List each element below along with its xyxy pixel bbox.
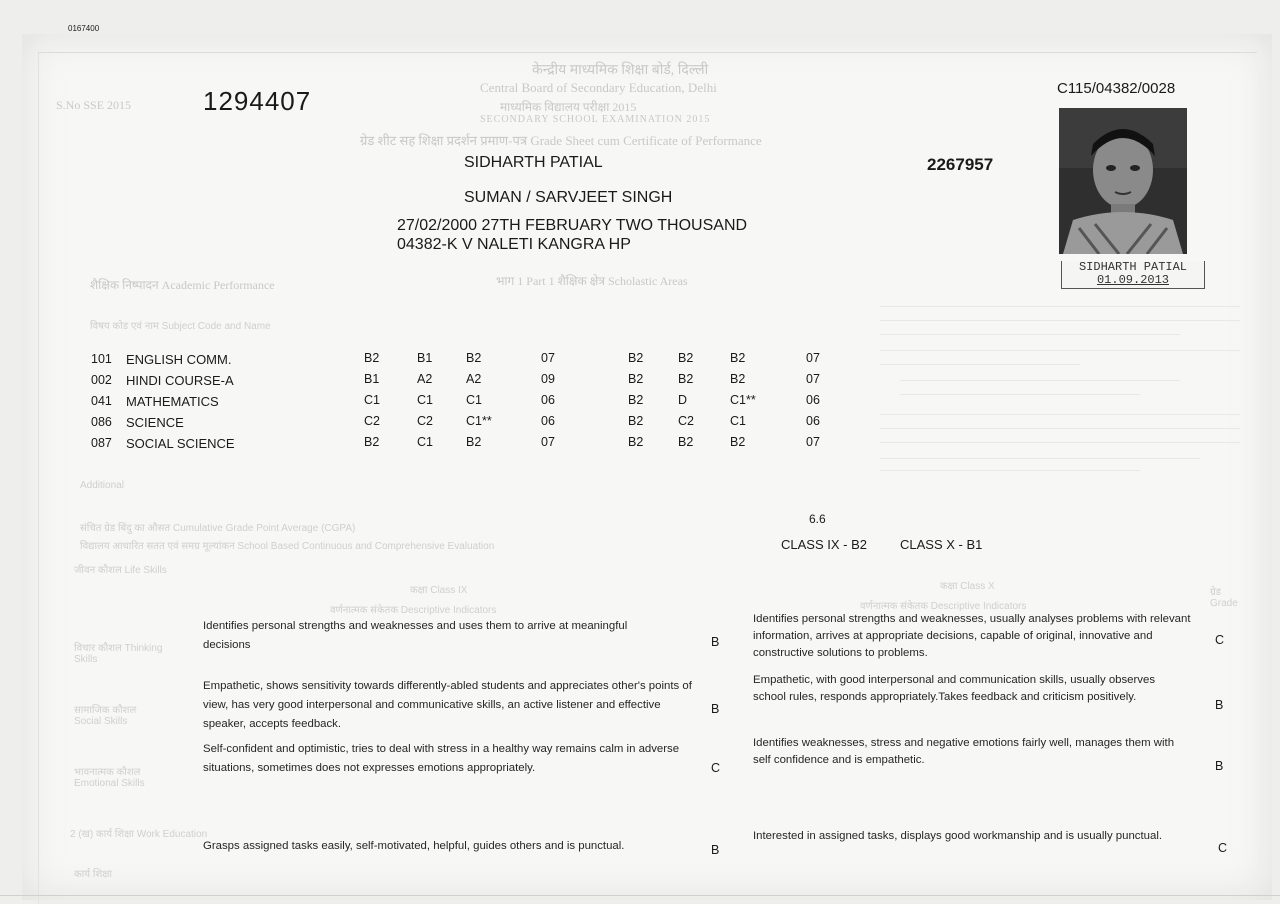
subject-grade-cell: A2 <box>466 372 482 386</box>
social-skills-ix: Empathetic, shows sensitivity towards differently-abled students and appreciates other's points of view, has very good interpersonal and communicative skills, an active listener and effective speaker, accepts feedback. <box>203 680 692 730</box>
cgpa-label: संचित ग्रेड बिंदु का औसत Cumulative Grade Point Average (CGPA) <box>80 523 356 534</box>
subject-grade-cell: 06 <box>541 414 555 428</box>
student-name: SIDHARTH PATIAL <box>464 154 603 171</box>
school-name: 04382-K V NALETI KANGRA HP <box>397 236 631 253</box>
roll-number: 2267957 <box>927 155 994 174</box>
subject-grade-cell: B2 <box>628 414 644 428</box>
subject-grade-cell: B2 <box>628 435 644 449</box>
descriptive-indicators-ix-label: वर्णनात्मक संकेतक Descriptive Indicators <box>330 605 497 616</box>
subject-grade-cell: B2 <box>678 351 694 365</box>
grade-column-label: ग्रेड Grade <box>1210 587 1238 609</box>
subject-grade-cell: B1 <box>417 351 433 365</box>
thinking-skills-label: विचार कौशल Thinking Skills <box>74 643 163 665</box>
emotional-skills-x: Identifies weaknesses, stress and negative emotions fairly well, manages them with self confidence and is empathetic. <box>753 737 1175 766</box>
header-exam-english: SECONDARY SCHOOL EXAMINATION 2015 <box>480 114 711 125</box>
subject-grade-cell: C1 <box>730 414 746 428</box>
serial-prefix: S.No SSE 2015 <box>56 98 132 112</box>
subject-grade-cell: C2 <box>364 414 380 428</box>
subject-grade-cell: B2 <box>364 435 380 449</box>
subject-grade-cell: A2 <box>417 372 433 386</box>
subject-grade-cell: B2 <box>364 351 380 365</box>
serial-number: 1294407 <box>203 86 312 116</box>
subject-name: HINDI COURSE-A <box>126 373 234 388</box>
subject-grade-cell: C1 <box>417 435 433 449</box>
social-skills-x-grade: B <box>1215 698 1224 712</box>
emotional-skills-ix: Self-confident and optimistic, tries to deal with stress in a healthy way remains calm in adverse situations, sometimes does not expresses emotions appropriately. <box>203 743 680 774</box>
cgpa-value: 6.6 <box>809 512 826 526</box>
subject-name: SOCIAL SCIENCE <box>126 436 235 451</box>
class-x-label: कक्षा Class X <box>940 581 995 592</box>
additional-label: Additional <box>80 480 124 491</box>
subject-name: MATHEMATICS <box>126 394 219 409</box>
work-education-x-grade: C <box>1218 841 1228 855</box>
subject-code: 087 <box>91 436 112 450</box>
subject-grade-cell: B2 <box>466 351 482 365</box>
subject-grade-cell: B2 <box>730 351 746 365</box>
subject-code: 002 <box>91 373 112 387</box>
subject-grade-cell: 06 <box>806 393 820 407</box>
academic-performance-label: शैक्षिक निष्पादन Academic Performance <box>90 278 275 292</box>
subject-grade-cell: B2 <box>628 372 644 386</box>
subject-grade-cell: B2 <box>730 372 746 386</box>
date-of-birth: 27/02/2000 27TH FEBRUARY TWO THOUSAND <box>397 217 748 234</box>
descriptive-indicators-x-label: वर्णनात्मक संकेतक Descriptive Indicators <box>860 601 1027 612</box>
student-photo <box>1059 108 1187 254</box>
class-ix-label: कक्षा Class IX <box>410 585 468 596</box>
subject-grade-cell: B2 <box>628 351 644 365</box>
photo-caption: SIDHARTH PATIAL <box>1078 260 1188 274</box>
emotional-skills-label: भावनात्मक कौशल Emotional Skills <box>74 767 145 789</box>
thinking-skills-ix-grade: B <box>711 635 720 649</box>
work-education-ix-grade: B <box>711 843 720 857</box>
board-name-english: Central Board of Secondary Education, Delhi <box>480 80 717 95</box>
emotional-skills-x-grade: B <box>1215 759 1224 773</box>
parents-name: SUMAN / SARVJEET SINGH <box>464 189 673 206</box>
portrait-image <box>1059 108 1187 254</box>
social-skills-label: सामाजिक कौशल Social Skills <box>74 705 137 727</box>
photo-date: 01.09.2013 <box>1096 273 1169 287</box>
subject-grade-cell: 07 <box>541 351 555 365</box>
subject-grade-cell: B1 <box>364 372 380 386</box>
subject-grade-cell: B2 <box>628 393 644 407</box>
subject-grade-cell: C1 <box>466 393 482 407</box>
work-education-x: Interested in assigned tasks, displays good workmanship and is usually punctual. <box>753 830 1163 842</box>
subject-grade-cell: 07 <box>806 435 820 449</box>
emotional-skills-ix-grade: C <box>711 761 721 775</box>
certificate-code: C115/04382/0028 <box>1057 80 1176 97</box>
subject-grade-cell: C1** <box>466 414 492 428</box>
cce-label: विद्यालय आधारित सतत एवं समग्र मूल्यांकन School Based Continuous and Comprehensive Evaluation <box>80 541 495 552</box>
subject-grade-cell: 07 <box>541 435 555 449</box>
part1-label: भाग 1 Part 1 शैक्षिक क्षेत्र Scholastic Areas <box>496 274 688 288</box>
subject-code: 101 <box>91 352 112 366</box>
subject-grade-cell: 07 <box>806 372 820 386</box>
work-education-ix: Grasps assigned tasks easily, self-motivated, helpful, guides others and is punctual. <box>203 840 625 852</box>
subject-grade-cell: B2 <box>678 372 694 386</box>
thinking-skills-x: Identifies personal strengths and weaknesses, usually analyses problems with relevant information, arrives at appropriate decisions, capable of original, innovative and constructive solutions to problems. <box>753 613 1191 659</box>
subject-code-label: विषय कोड एवं नाम Subject Code and Name <box>90 321 271 332</box>
board-name-hindi: केन्द्रीय माध्यमिक शिक्षा बोर्ड, दिल्ली <box>532 63 709 78</box>
subject-grade-cell: 09 <box>541 372 555 386</box>
subject-grade-cell: C1 <box>364 393 380 407</box>
subject-code: 086 <box>91 415 112 429</box>
social-skills-ix-grade: B <box>711 702 720 716</box>
subject-grade-cell: B2 <box>678 435 694 449</box>
subject-grade-cell: C1 <box>417 393 433 407</box>
thinking-skills-ix: Identifies personal strengths and weaknesses and uses them to arrive at meaningful decisions <box>203 620 628 651</box>
work-education-label: 2 (ख) कार्य शिक्षा Work Education <box>70 829 208 840</box>
work-label: कार्य शिक्षा <box>74 869 112 880</box>
social-skills-x: Empathetic, with good interpersonal and communication skills, usually observes school rules, responds appropriately.Takes feedback and criticism positively. <box>753 674 1156 703</box>
class-ix-overall-grade: CLASS IX - B2 <box>781 537 867 552</box>
top-code: 0167400 <box>68 24 100 33</box>
subject-grade-cell: B2 <box>730 435 746 449</box>
subject-grade-cell: 06 <box>806 414 820 428</box>
subject-grade-cell: C2 <box>678 414 694 428</box>
subject-grade-cell: C1** <box>730 393 756 407</box>
subject-code: 041 <box>91 394 112 408</box>
life-skills-label: जीवन कौशल Life Skills <box>74 565 167 576</box>
class-x-overall-grade: CLASS X - B1 <box>900 537 983 552</box>
subject-grade-cell: B2 <box>466 435 482 449</box>
subject-grade-cell: 06 <box>541 393 555 407</box>
subject-grade-cell: 07 <box>806 351 820 365</box>
subject-name: ENGLISH COMM. <box>126 352 232 367</box>
photo-attestation-stamp <box>1061 261 1205 289</box>
header-grade-sheet: ग्रेड शीट सह शिक्षा प्रदर्शन प्रमाण-पत्र Grade Sheet cum Certificate of Performance <box>360 133 762 148</box>
header-exam-hindi: माध्यमिक विद्यालय परीक्षा 2015 <box>500 100 637 114</box>
subject-grade-cell: C2 <box>417 414 433 428</box>
subject-grade-cell: D <box>678 393 688 407</box>
subject-name: SCIENCE <box>126 415 184 430</box>
thinking-skills-x-grade: C <box>1215 633 1225 647</box>
